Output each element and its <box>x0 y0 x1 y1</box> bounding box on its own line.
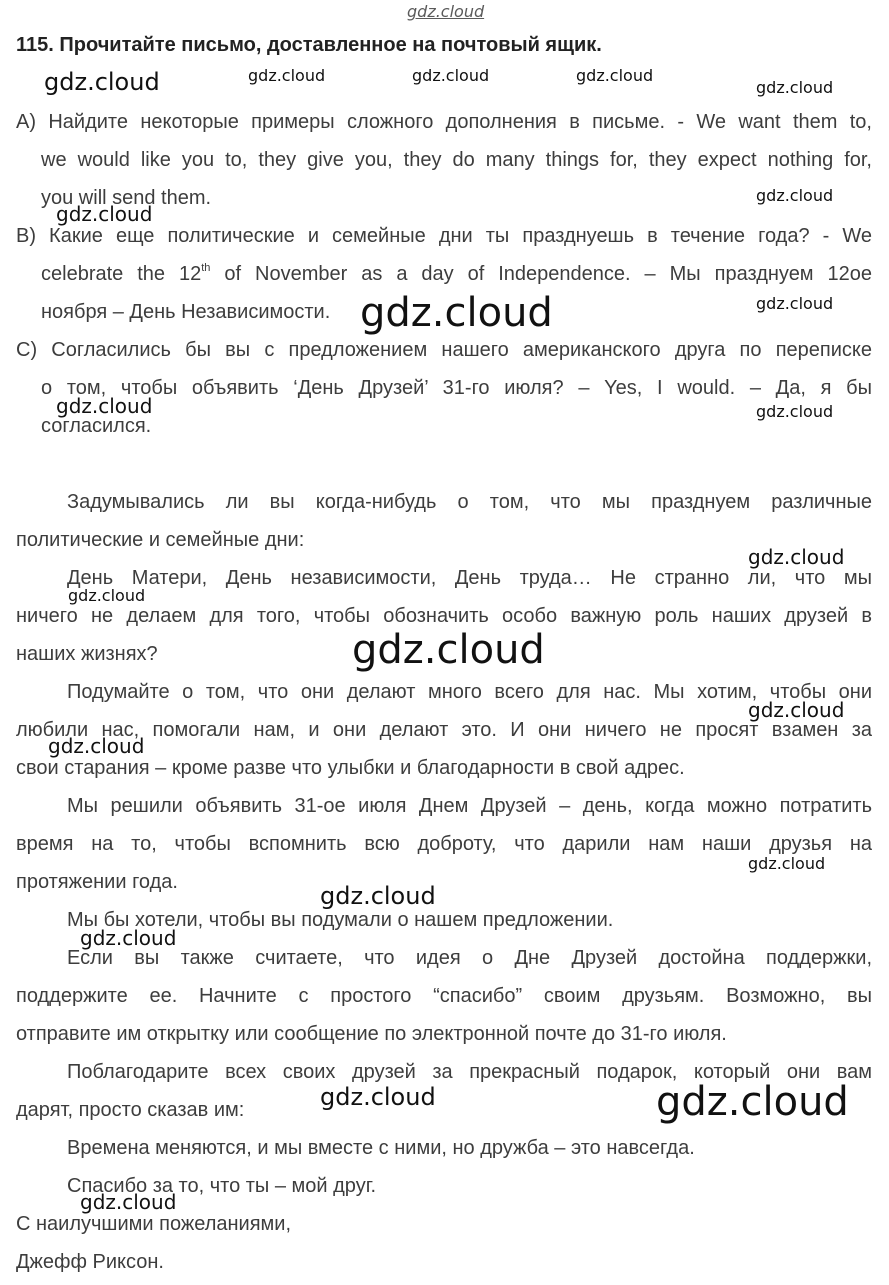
watermark: gdz.cloud <box>320 1083 436 1111</box>
letter-p9-line-1: Спасибо за то, что ты – мой друг. <box>67 1175 377 1197</box>
letter-p5-line-1: Мы бы хотели, чтобы вы подумали о нашем предложении. <box>67 909 614 931</box>
letter-signature: Джефф Риксон. <box>16 1251 164 1273</box>
watermark: gdz.cloud <box>748 698 845 722</box>
letter-p4-line-2: время на то, чтобы вспомнить всю доброту, что дарили нам наши друзья на <box>16 833 872 855</box>
answer-a-line-1: А) Найдите некоторые примеры сложного дополнения в письме. - We want them to, <box>16 111 872 133</box>
answer-c-line-1: С) Согласились бы вы с предложением нашего американского друга по переписке <box>16 339 872 361</box>
answer-b-ordinal-suffix: th <box>201 262 211 274</box>
letter-p4-line-1: Мы решили объявить 31-ое июля Днем Друзей – день, когда можно потратить <box>67 795 872 817</box>
answer-c-line-2: о том, чтобы объявить ‘День Друзей’ 31-го июля? – Yes, I would. – Да, я бы <box>41 377 872 399</box>
answer-a-line-3: you will send them. <box>41 187 212 209</box>
letter-p2-line-1: День Матери, День независимости, День труда… Не странно ли, что мы <box>67 567 872 589</box>
watermark: gdz.cloud <box>56 202 153 226</box>
watermark: gdz.cloud <box>56 394 153 418</box>
letter-p3-line-3: свои старания – кроме разве что улыбки и благодарности в свой адрес. <box>16 757 685 779</box>
letter-p7-line-1: Поблагодарите всех своих друзей за прекрасный подарок, который они вам <box>67 1061 872 1083</box>
watermark: gdz.cloud <box>576 66 654 85</box>
watermark: gdz.cloud <box>756 78 834 97</box>
answer-b-line-3: ноября – День Независимости. <box>41 301 331 323</box>
letter-p8-line-1: Времена меняются, и мы вместе с ними, но дружба – это навсегда. <box>67 1137 695 1159</box>
watermark: gdz.cloud <box>80 926 177 950</box>
watermark: gdz.cloud <box>756 294 834 313</box>
letter-closing: С наилучшими пожеланиями, <box>16 1213 292 1235</box>
answer-c-line-3: согласился. <box>41 415 152 437</box>
letter-p7-line-2: дарят, просто сказав им: <box>16 1099 245 1121</box>
letter-p6-line-3: отправите им открытку или сообщение по электронной почте до 31-го июля. <box>16 1023 727 1045</box>
answer-b-text-before: celebrate the 12 <box>41 263 202 285</box>
watermark: gdz.cloud <box>748 545 845 569</box>
letter-p3-line-1: Подумайте о том, что они делают много всего для нас. Мы хотим, чтобы они <box>67 681 872 703</box>
watermark: gdz.cloud <box>44 68 160 96</box>
letter-p1-line-1: Задумывались ли вы когда-нибудь о том, что мы празднуем различные <box>67 491 872 513</box>
exercise-title: 115. Прочитайте письмо, доставленное на почтовый ящик. <box>16 34 602 56</box>
watermark: gdz.cloud <box>656 1079 849 1125</box>
letter-p6-line-2: поддержите ее. Начните с простого “спасибо” своим друзьям. Возможно, вы <box>16 985 872 1007</box>
answer-b-text-after: of November as a day of Independence. – Мы празднуем 12ое <box>210 263 873 285</box>
watermark: gdz.cloud <box>320 882 436 910</box>
watermark: gdz.cloud <box>412 66 490 85</box>
watermark: gdz.cloud <box>352 627 545 673</box>
watermark: gdz.cloud <box>756 402 834 421</box>
letter-p3-line-2: любили нас, помогали нам, и они делают это. И они ничего не просят взамен за <box>16 719 872 741</box>
watermark: gdz.cloud <box>248 66 326 85</box>
letter-p1-line-2: политические и семейные дни: <box>16 529 305 551</box>
answer-a-line-2: we would like you to, they give you, they do many things for, they expect nothing for, <box>41 149 872 171</box>
watermark: gdz.cloud <box>48 734 145 758</box>
letter-p2-line-3: наших жизнях? <box>16 643 158 665</box>
letter-p4-line-3: протяжении года. <box>16 871 178 893</box>
letter-p2-line-2: ничего не делаем для того, чтобы обозначить особо важную роль наших друзей в <box>16 605 872 627</box>
source-link[interactable]: gdz.cloud <box>407 2 485 21</box>
watermark: gdz.cloud <box>360 290 553 336</box>
watermark: gdz.cloud <box>80 1190 177 1214</box>
answer-b-line-1: В) Какие еще политические и семейные дни ты празднуешь в течение года? - We <box>16 225 872 247</box>
watermark: gdz.cloud <box>756 186 834 205</box>
letter-p6-line-1: Если вы также считаете, что идея о Дне Друзей достойна поддержки, <box>67 947 872 969</box>
answer-b-line-2 <box>41 262 872 286</box>
watermark: gdz.cloud <box>68 586 146 605</box>
watermark: gdz.cloud <box>748 854 826 873</box>
